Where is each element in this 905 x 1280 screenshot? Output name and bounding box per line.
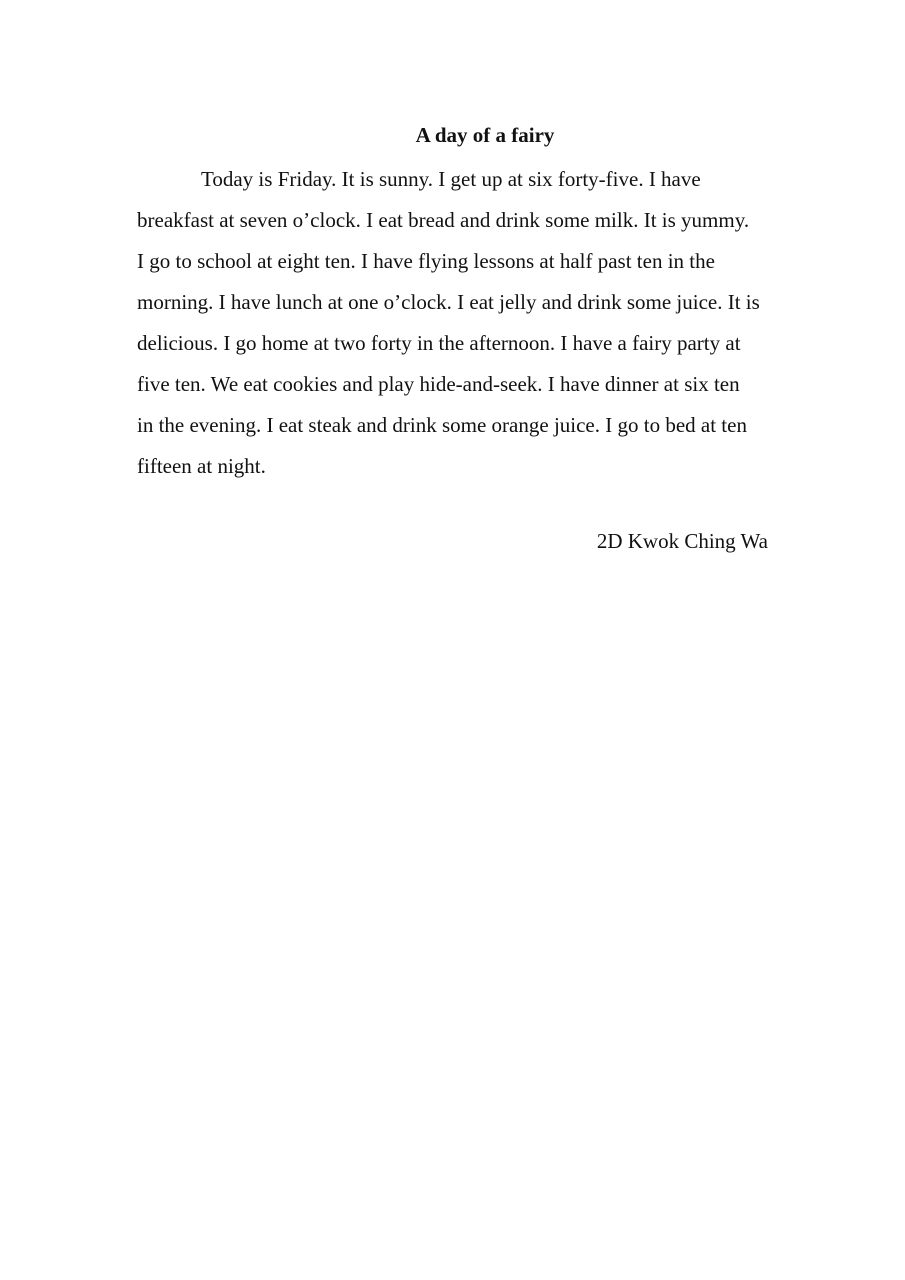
paragraph-line: fifteen at night. (137, 454, 266, 478)
paragraph-line: delicious. I go home at two forty in the afternoon. I have a fairy party at (137, 331, 741, 355)
paragraph-line: breakfast at seven o’clock. I eat bread and drink some milk. It is yummy. (137, 208, 750, 232)
paragraph-line: in the evening. I eat steak and drink some orange juice. I go to bed at ten (137, 413, 747, 437)
author-signature: 2D Kwok Ching Wa (596, 529, 768, 553)
document-title: A day of a fairy (415, 123, 555, 147)
paragraph-line: five ten. We eat cookies and play hide-and-seek. I have dinner at six ten (137, 372, 740, 396)
essay-paragraph (137, 159, 777, 487)
paragraph-line: Today is Friday. It is sunny. I get up at six forty-five. I have (201, 167, 701, 191)
paragraph-line: I go to school at eight ten. I have flying lessons at half past ten in the (137, 249, 715, 273)
paragraph-line: morning. I have lunch at one o’clock. I eat jelly and drink some juice. It is (137, 290, 760, 314)
